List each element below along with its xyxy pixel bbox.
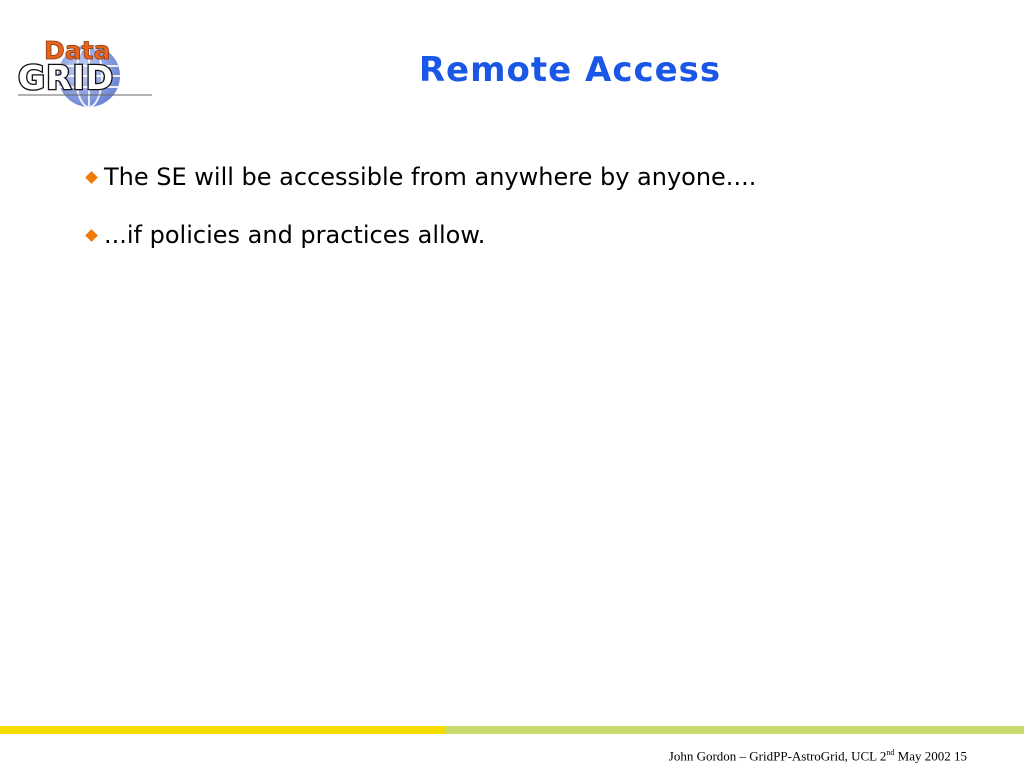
bullet-list [84,158,756,274]
diamond-bullet-icon [85,229,98,242]
diamond-bullet-icon [85,171,98,184]
footer-superscript: nd [886,748,895,757]
bullet-text: The SE will be accessible from anywhere by anyone.... [104,163,757,191]
footer-text-main: John Gordon – GridPP-AstroGrid, UCL 2 [668,748,887,764]
footer-bar-yellow [0,726,445,734]
datagrid-logo [14,30,156,112]
svg-text:Data: Data [44,36,111,65]
bullet-item [84,158,756,196]
slide-title: Remote Access [418,50,722,90]
bullet-item [84,216,756,254]
footer-credit [669,748,967,764]
svg-text:GRID: GRID [18,58,115,97]
footer-bar-green [445,726,1024,734]
footer-text-date: May 2002 15 [894,748,967,764]
bullet-text: ...if policies and practices allow. [104,221,486,249]
